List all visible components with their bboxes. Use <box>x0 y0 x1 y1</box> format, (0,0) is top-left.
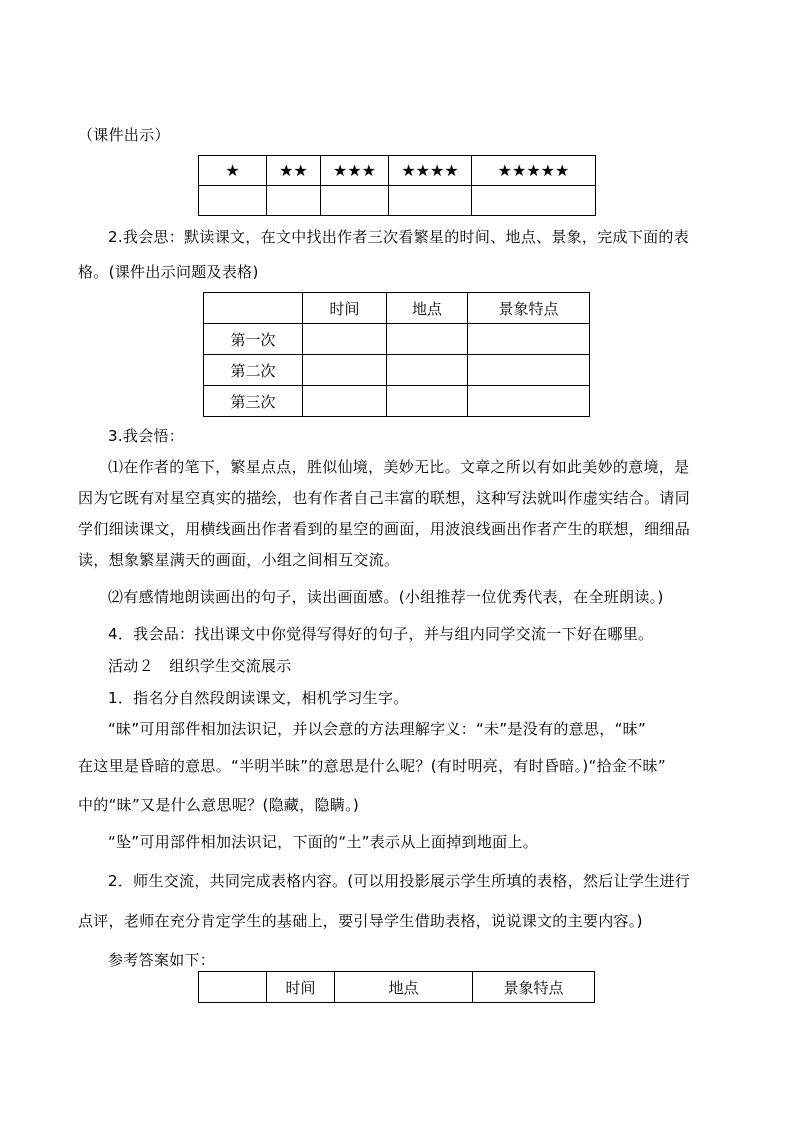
activity-2-item-2-line-1: 2．师生交流，共同完成表格内容。(可以用投影展示学生所填的表格，然后让学生进行 <box>108 872 691 890</box>
activity-2-title: 活动２ 组织学生交流展示 <box>108 657 292 675</box>
section-3-p1-line-1: ⑴在作者的笔下，繁星点点，胜似仙境，美妙无比。文章之所以有如此美妙的意境，是 <box>108 458 690 476</box>
zhui-note: “坠”可用部件相加法识记，下面的“土”表示从上面掉到地面上。 <box>108 833 539 851</box>
table-header-cell: 时间 <box>267 972 335 1003</box>
table-header-cell <box>204 293 303 324</box>
table-header-row <box>204 293 590 324</box>
star-header-cell: ★ <box>199 156 267 186</box>
row-label: 第三次 <box>204 386 303 417</box>
table-cell <box>303 355 387 386</box>
table-row <box>204 355 590 386</box>
activity-2-item-1: 1．指名分自然段朗读课文，相机学习生字。 <box>108 689 409 707</box>
table-cell <box>389 186 472 216</box>
table-header-cell: 景象特点 <box>468 293 590 324</box>
table-cell <box>303 324 387 355</box>
table-header-cell: 地点 <box>335 972 473 1003</box>
section-3-p2: ⑵有感情地朗读画出的句子，读出画面感。(小组推荐一位优秀代表，在全班朗读。) <box>108 588 664 606</box>
star-header-cell: ★★ <box>267 156 321 186</box>
section-4: 4．我会品：找出课文中你觉得写得好的句子，并与组内同学交流一下好在哪里。 <box>108 625 654 643</box>
table-cell <box>468 386 590 417</box>
table-cell <box>387 386 468 417</box>
mei-line-1: “昧”可用部件相加法识记，并以会意的方法理解字义：“未”是没有的意思，“昧” <box>108 720 647 738</box>
section-2-line-1: 2.我会思：默读课文，在文中找出作者三次看繁星的时间、地点、景象，完成下面的表 <box>108 228 690 246</box>
table-row <box>199 156 596 186</box>
answer-table <box>198 971 595 1003</box>
star-rating-table <box>198 155 596 216</box>
star-header-cell: ★★★★ <box>389 156 472 186</box>
row-label: 第二次 <box>204 355 303 386</box>
table-header-cell: 景象特点 <box>473 972 595 1003</box>
table-cell <box>387 324 468 355</box>
mei-line-2: 在这里是昏暗的意思。“半明半昧”的意思是什么呢？(有时明亮，有时昏暗。)“拾金不昧” <box>78 757 666 775</box>
table-row <box>204 386 590 417</box>
table-cell <box>267 186 321 216</box>
table-row <box>199 186 596 216</box>
table-row <box>204 324 590 355</box>
observation-table <box>203 292 590 417</box>
answer-label: 参考答案如下： <box>108 951 216 969</box>
table-header-cell: 地点 <box>387 293 468 324</box>
table-cell <box>472 186 596 216</box>
star-header-cell: ★★★★★ <box>472 156 596 186</box>
activity-2-item-2-line-2: 点评，老师在充分肯定学生的基础上，要引导学生借助表格，说说课文的主要内容。) <box>78 912 643 930</box>
mei-line-3: 中的“昧”又是什么意思呢？(隐藏，隐瞒。) <box>78 796 360 814</box>
courseware-note: （课件出示） <box>78 126 170 144</box>
section-3-p1-line-4: 读，想象繁星满天的画面，小组之间相互交流。 <box>78 551 400 569</box>
table-cell <box>468 324 590 355</box>
table-header-cell <box>199 972 267 1003</box>
section-2-line-2: 格。(课件出示问题及表格) <box>78 263 259 281</box>
table-cell <box>468 355 590 386</box>
table-cell <box>303 386 387 417</box>
section-3-p1-line-3: 学们细读课文，用横线画出作者看到的星空的画面，用波浪线画出作者产生的联想，细细品 <box>78 520 691 538</box>
section-3-p1-line-2: 因为它既有对星空真实的描绘，也有作者自己丰富的联想，这种写法就叫作虚实结合。请同 <box>78 489 691 507</box>
table-cell <box>387 355 468 386</box>
table-header-row <box>199 972 595 1003</box>
table-header-cell: 时间 <box>303 293 387 324</box>
row-label: 第一次 <box>204 324 303 355</box>
section-3-title: 3.我会悟： <box>108 427 185 445</box>
star-header-cell: ★★★ <box>321 156 389 186</box>
table-cell <box>199 186 267 216</box>
table-cell <box>321 186 389 216</box>
